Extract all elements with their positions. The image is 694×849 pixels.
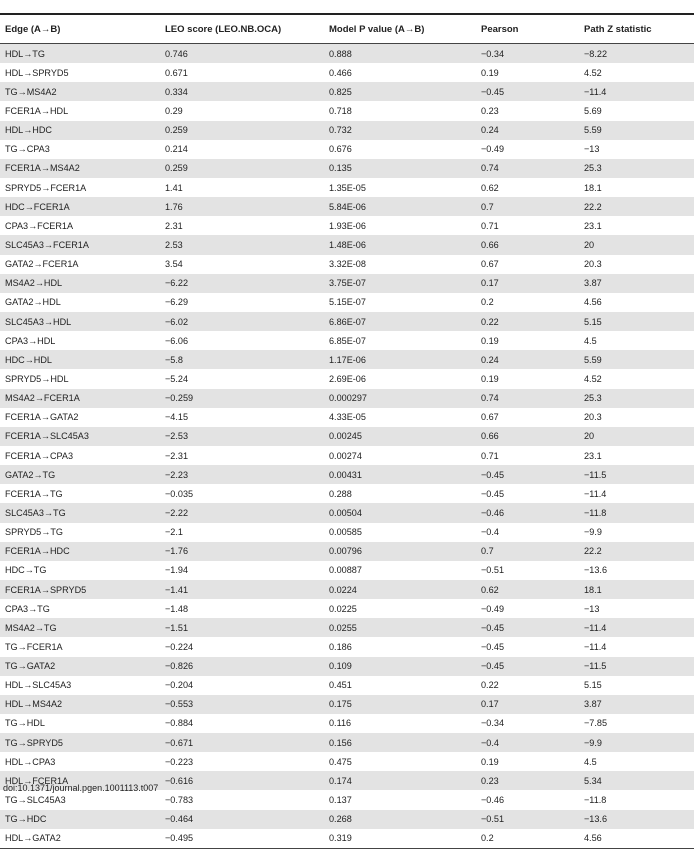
table-row	[0, 714, 694, 733]
cell-edge: MS4A2→TG	[0, 618, 160, 637]
cell-edge: HDC→TG	[5, 565, 47, 576]
cell-pearson: −0.45	[481, 641, 505, 652]
cell-model-p-value: 0.288	[329, 488, 352, 499]
cell-path-z-statistic: −11.8	[584, 795, 607, 806]
table-row	[0, 810, 694, 829]
header-leo-score: LEO score (LEO.NB.OCA)	[160, 15, 324, 44]
cell-leo-score: 0.746	[160, 44, 324, 64]
cell-leo-score: −6.22	[160, 274, 324, 293]
cell-model-p-value: 0.00887	[329, 565, 362, 576]
cell-edge: SLC45A3→TG	[0, 503, 160, 522]
table-row	[0, 159, 694, 178]
cell-path-z-statistic: 18.1	[579, 580, 694, 599]
table-row	[0, 790, 694, 809]
cell-leo-score: −5.24	[165, 373, 189, 384]
cell-model-p-value: 0.319	[329, 833, 352, 844]
table-row	[0, 408, 694, 427]
cell-path-z-statistic: 4.52	[584, 67, 602, 78]
cell-model-p-value: 0.00796	[324, 542, 476, 561]
cell-path-z-statistic: 20.3	[584, 412, 602, 423]
table-row	[0, 657, 694, 676]
cell-edge: HDL→FCER1A	[0, 771, 160, 790]
cell-leo-score: −1.41	[160, 580, 324, 599]
cell-pearson: 0.71	[481, 450, 499, 461]
cell-model-p-value: 0.451	[329, 680, 352, 691]
cell-leo-score: −2.31	[165, 450, 189, 461]
cell-leo-score: −6.29	[165, 297, 189, 308]
cell-leo-score: −0.783	[165, 795, 194, 806]
cell-model-p-value: 1.48E-06	[324, 235, 476, 254]
cell-model-p-value: 0.466	[329, 67, 352, 78]
cell-path-z-statistic: 5.59	[579, 350, 694, 369]
table-body	[0, 44, 694, 848]
cell-pearson: −0.51	[476, 810, 579, 829]
header-model-p-value: Model P value (A→B)	[324, 15, 476, 44]
cell-path-z-statistic: 22.2	[579, 197, 694, 216]
table-header-row	[0, 15, 694, 44]
cell-path-z-statistic: −9.9	[584, 527, 602, 538]
cell-model-p-value: 0.475	[329, 756, 352, 767]
cell-leo-score: −0.223	[165, 756, 194, 767]
cell-model-p-value: 5.15E-07	[329, 297, 366, 308]
cell-edge: TG→HDC	[0, 810, 160, 829]
table-row	[0, 293, 694, 312]
cell-pearson: −0.4	[481, 527, 499, 538]
cell-leo-score: 0.259	[160, 121, 324, 140]
cell-model-p-value: 0.0224	[324, 580, 476, 599]
table-row	[0, 101, 694, 120]
table-row	[0, 484, 694, 503]
cell-pearson: 0.7	[476, 197, 579, 216]
cell-edge: TG→SPRYD5	[0, 733, 160, 752]
cell-model-p-value: 1.35E-05	[329, 182, 366, 193]
cell-leo-score: 0.259	[160, 159, 324, 178]
cell-edge: FCER1A→HDC	[0, 542, 160, 561]
cell-edge: TG→CPA3	[5, 144, 50, 155]
table-row	[0, 274, 694, 293]
cell-model-p-value: 0.000297	[324, 389, 476, 408]
table-row	[0, 829, 694, 848]
doi-caption: doi:10.1371/journal.pgen.1001113.t007	[3, 783, 159, 793]
cell-path-z-statistic: −11.4	[579, 618, 694, 637]
cell-path-z-statistic: 5.15	[584, 680, 602, 691]
cell-leo-score: −0.826	[160, 657, 324, 676]
cell-pearson: 0.74	[476, 389, 579, 408]
cell-pearson: −0.51	[481, 565, 505, 576]
cell-path-z-statistic: 5.34	[579, 771, 694, 790]
cell-path-z-statistic: 25.3	[579, 389, 694, 408]
table-row	[0, 389, 694, 408]
cell-leo-score: −4.15	[165, 412, 189, 423]
cell-pearson: 0.67	[481, 259, 499, 270]
cell-leo-score: −1.94	[165, 565, 189, 576]
cell-leo-score: −1.76	[160, 542, 324, 561]
cell-model-p-value: 0.137	[329, 795, 352, 806]
cell-leo-score: 2.53	[160, 235, 324, 254]
cell-leo-score: 3.54	[165, 259, 183, 270]
table-row	[0, 542, 694, 561]
cell-model-p-value: 0.175	[324, 695, 476, 714]
cell-path-z-statistic: 4.5	[584, 756, 597, 767]
cell-pearson: 0.19	[481, 67, 499, 78]
cell-leo-score: −2.1	[165, 527, 183, 538]
cell-leo-score: −6.02	[160, 312, 324, 331]
cell-edge: TG→SLC45A3	[5, 795, 66, 806]
cell-path-z-statistic: 4.52	[584, 373, 602, 384]
table-row	[0, 63, 694, 82]
cell-pearson: −0.34	[476, 44, 579, 64]
table-row	[0, 312, 694, 331]
cell-edge: HDL→MS4A2	[0, 695, 160, 714]
table-row	[0, 331, 694, 350]
cell-path-z-statistic: −11.4	[579, 82, 694, 101]
cell-edge: TG→HDL	[5, 718, 45, 729]
cell-edge: HDL→GATA2	[5, 833, 61, 844]
cell-edge: FCER1A→CPA3	[5, 450, 74, 461]
cell-pearson: 0.19	[481, 373, 499, 384]
cell-edge: GATA2→TG	[0, 465, 160, 484]
cell-path-z-statistic: −11.8	[579, 503, 694, 522]
cell-model-p-value: 0.676	[329, 144, 352, 155]
table-row	[0, 618, 694, 637]
cell-model-p-value: 0.268	[324, 810, 476, 829]
cell-edge: GATA2→HDL	[5, 297, 61, 308]
cell-edge: GATA2→FCER1A	[5, 259, 79, 270]
cell-path-z-statistic: −11.4	[584, 488, 607, 499]
cell-edge: HDL→SLC45A3	[5, 680, 72, 691]
cell-path-z-statistic: 3.87	[579, 274, 694, 293]
cell-path-z-statistic: 22.2	[579, 542, 694, 561]
cell-path-z-statistic: −13	[584, 603, 600, 614]
cell-pearson: 0.17	[476, 695, 579, 714]
cell-pearson: 0.24	[476, 350, 579, 369]
cell-model-p-value: 0.00274	[329, 450, 362, 461]
cell-leo-score: −0.884	[165, 718, 194, 729]
cell-pearson: 0.17	[476, 274, 579, 293]
table-row	[0, 178, 694, 197]
table-row	[0, 44, 694, 64]
cell-leo-score: 0.334	[160, 82, 324, 101]
cell-leo-score: −1.51	[160, 618, 324, 637]
table-row	[0, 197, 694, 216]
cell-pearson: −0.45	[476, 657, 579, 676]
cell-pearson: 0.2	[481, 833, 494, 844]
cell-leo-score: −0.671	[160, 733, 324, 752]
cell-path-z-statistic: 25.3	[579, 159, 694, 178]
cell-pearson: −0.46	[476, 503, 579, 522]
cell-model-p-value: 1.17E-06	[324, 350, 476, 369]
cell-edge: SLC45A3→HDL	[0, 312, 160, 331]
cell-edge: HDL→CPA3	[5, 756, 56, 767]
cell-pearson: 0.62	[481, 182, 499, 193]
cell-leo-score: 2.31	[165, 220, 183, 231]
cell-model-p-value: 1.93E-06	[329, 220, 366, 231]
cell-model-p-value: 3.75E-07	[324, 274, 476, 293]
cell-pearson: −0.45	[476, 465, 579, 484]
cell-path-z-statistic: 20	[579, 235, 694, 254]
cell-model-p-value: 0.00504	[324, 503, 476, 522]
table-row	[0, 216, 694, 235]
cell-leo-score: −1.48	[165, 603, 189, 614]
cell-path-z-statistic: 5.69	[584, 105, 602, 116]
table-row	[0, 637, 694, 656]
cell-edge: TG→MS4A2	[0, 82, 160, 101]
cell-path-z-statistic: −8.22	[579, 44, 694, 64]
cell-edge: TG→GATA2	[0, 657, 160, 676]
cell-pearson: 0.2	[481, 297, 494, 308]
cell-pearson: 0.23	[481, 105, 499, 116]
cell-model-p-value: 0.135	[324, 159, 476, 178]
table-row	[0, 523, 694, 542]
cell-leo-score: −0.553	[160, 695, 324, 714]
cell-model-p-value: 5.84E-06	[324, 197, 476, 216]
table-row	[0, 676, 694, 695]
cell-edge: HDC→FCER1A	[0, 197, 160, 216]
cell-model-p-value: 6.85E-07	[329, 335, 366, 346]
cell-path-z-statistic: 4.56	[584, 833, 602, 844]
table-row	[0, 695, 694, 714]
table-row	[0, 580, 694, 599]
table-row	[0, 427, 694, 446]
cell-leo-score: −2.22	[160, 503, 324, 522]
cell-edge: SPRYD5→TG	[5, 527, 63, 538]
cell-leo-score: −2.23	[160, 465, 324, 484]
cell-pearson: −0.34	[481, 718, 505, 729]
table-row	[0, 82, 694, 101]
cell-path-z-statistic: −13.6	[584, 565, 608, 576]
table-row	[0, 599, 694, 618]
header-pearson: Pearson	[476, 15, 579, 44]
cell-edge: SLC45A3→FCER1A	[0, 235, 160, 254]
cell-edge: FCER1A→SPRYD5	[0, 580, 160, 599]
cell-edge: SPRYD5→FCER1A	[5, 182, 87, 193]
cell-leo-score: 0.214	[165, 144, 188, 155]
cell-model-p-value: 0.109	[324, 657, 476, 676]
table-row	[0, 733, 694, 752]
table-row	[0, 561, 694, 580]
table-row	[0, 255, 694, 274]
cell-edge: FCER1A→HDL	[5, 105, 69, 116]
cell-pearson: 0.24	[476, 121, 579, 140]
cell-edge: MS4A2→HDL	[0, 274, 160, 293]
cell-path-z-statistic: 20.3	[584, 259, 602, 270]
cell-model-p-value: 0.116	[329, 718, 352, 729]
cell-leo-score: −0.035	[165, 488, 194, 499]
cell-leo-score: −6.06	[165, 335, 189, 346]
cell-pearson: 0.7	[476, 542, 579, 561]
cell-model-p-value: 0.00245	[324, 427, 476, 446]
cell-leo-score: 1.76	[160, 197, 324, 216]
cell-leo-score: 1.41	[165, 182, 183, 193]
cell-pearson: −0.4	[476, 733, 579, 752]
cell-edge: CPA3→FCER1A	[5, 220, 74, 231]
cell-pearson: 0.22	[481, 680, 499, 691]
cell-leo-score: −0.464	[160, 810, 324, 829]
cell-model-p-value: 0.0225	[329, 603, 357, 614]
cell-model-p-value: 4.33E-05	[329, 412, 366, 423]
cell-pearson: 0.62	[476, 580, 579, 599]
cell-path-z-statistic: −13	[584, 144, 600, 155]
cell-leo-score: −0.259	[160, 389, 324, 408]
cell-model-p-value: 0.825	[324, 82, 476, 101]
cell-leo-score: −0.495	[165, 833, 194, 844]
cell-leo-score: −5.8	[160, 350, 324, 369]
cell-edge: FCER1A→MS4A2	[0, 159, 160, 178]
cell-pearson: 0.22	[476, 312, 579, 331]
cell-leo-score: −2.53	[160, 427, 324, 446]
table-row	[0, 140, 694, 159]
cell-edge: TG→FCER1A	[5, 641, 63, 652]
cell-model-p-value: 6.86E-07	[324, 312, 476, 331]
cell-edge: FCER1A→TG	[5, 488, 63, 499]
cell-pearson: 0.66	[476, 427, 579, 446]
cell-path-z-statistic: 5.59	[579, 121, 694, 140]
cell-path-z-statistic: −11.5	[579, 657, 694, 676]
cell-pearson: 0.23	[476, 771, 579, 790]
cell-pearson: 0.19	[481, 335, 499, 346]
cell-model-p-value: 0.186	[329, 641, 352, 652]
cell-pearson: −0.45	[476, 82, 579, 101]
cell-edge: HDL→TG	[0, 44, 160, 64]
results-table	[0, 15, 694, 848]
cell-pearson: 0.67	[481, 412, 499, 423]
cell-path-z-statistic: −7.85	[584, 718, 608, 729]
table-row	[0, 752, 694, 771]
cell-leo-score: −0.616	[160, 771, 324, 790]
header-edge: Edge (A→B)	[0, 15, 160, 44]
cell-model-p-value: 0.888	[324, 44, 476, 64]
table-row	[0, 465, 694, 484]
cell-leo-score: −0.224	[165, 641, 194, 652]
cell-path-z-statistic: 18.1	[584, 182, 602, 193]
cell-edge: FCER1A→GATA2	[5, 412, 79, 423]
cell-pearson: −0.46	[481, 795, 505, 806]
cell-path-z-statistic: −9.9	[579, 733, 694, 752]
table-row	[0, 446, 694, 465]
cell-model-p-value: 3.32E-08	[329, 259, 366, 270]
cell-model-p-value: 0.718	[329, 105, 352, 116]
cell-pearson: 0.71	[481, 220, 499, 231]
cell-path-z-statistic: 4.56	[584, 297, 602, 308]
cell-pearson: −0.45	[476, 618, 579, 637]
cell-edge: SPRYD5→HDL	[5, 373, 69, 384]
cell-path-z-statistic: 23.1	[584, 220, 602, 231]
table-row	[0, 350, 694, 369]
cell-model-p-value: 0.00431	[324, 465, 476, 484]
cell-model-p-value: 0.00585	[329, 527, 362, 538]
cell-edge: CPA3→HDL	[5, 335, 56, 346]
cell-path-z-statistic: −13.6	[579, 810, 694, 829]
cell-path-z-statistic: 23.1	[584, 450, 602, 461]
cell-model-p-value: 0.174	[324, 771, 476, 790]
cell-model-p-value: 0.0255	[324, 618, 476, 637]
cell-edge: HDL→HDC	[0, 121, 160, 140]
cell-path-z-statistic: 20	[579, 427, 694, 446]
cell-leo-score: −0.204	[165, 680, 194, 691]
cell-model-p-value: 0.732	[324, 121, 476, 140]
cell-leo-score: 0.29	[165, 105, 183, 116]
cell-pearson: −0.45	[481, 488, 505, 499]
cell-leo-score: 0.671	[165, 67, 188, 78]
table-row	[0, 503, 694, 522]
cell-edge: HDC→HDL	[0, 350, 160, 369]
header-path-z-statistic: Path Z statistic	[579, 15, 694, 44]
cell-model-p-value: 0.156	[324, 733, 476, 752]
cell-path-z-statistic: 5.15	[579, 312, 694, 331]
cell-path-z-statistic: 4.5	[584, 335, 597, 346]
table-row	[0, 121, 694, 140]
cell-pearson: −0.49	[481, 144, 505, 155]
cell-edge: CPA3→TG	[5, 603, 50, 614]
table-row	[0, 369, 694, 388]
cell-pearson: 0.19	[481, 756, 499, 767]
cell-path-z-statistic: −11.5	[579, 465, 694, 484]
cell-pearson: −0.49	[481, 603, 505, 614]
cell-path-z-statistic: −11.4	[584, 641, 607, 652]
cell-model-p-value: 2.69E-06	[329, 373, 366, 384]
cell-pearson: 0.74	[476, 159, 579, 178]
cell-edge: MS4A2→FCER1A	[0, 389, 160, 408]
cell-edge: HDL→SPRYD5	[5, 67, 69, 78]
table-row	[0, 235, 694, 254]
cell-path-z-statistic: 3.87	[579, 695, 694, 714]
cell-pearson: 0.66	[476, 235, 579, 254]
cell-edge: FCER1A→SLC45A3	[0, 427, 160, 446]
